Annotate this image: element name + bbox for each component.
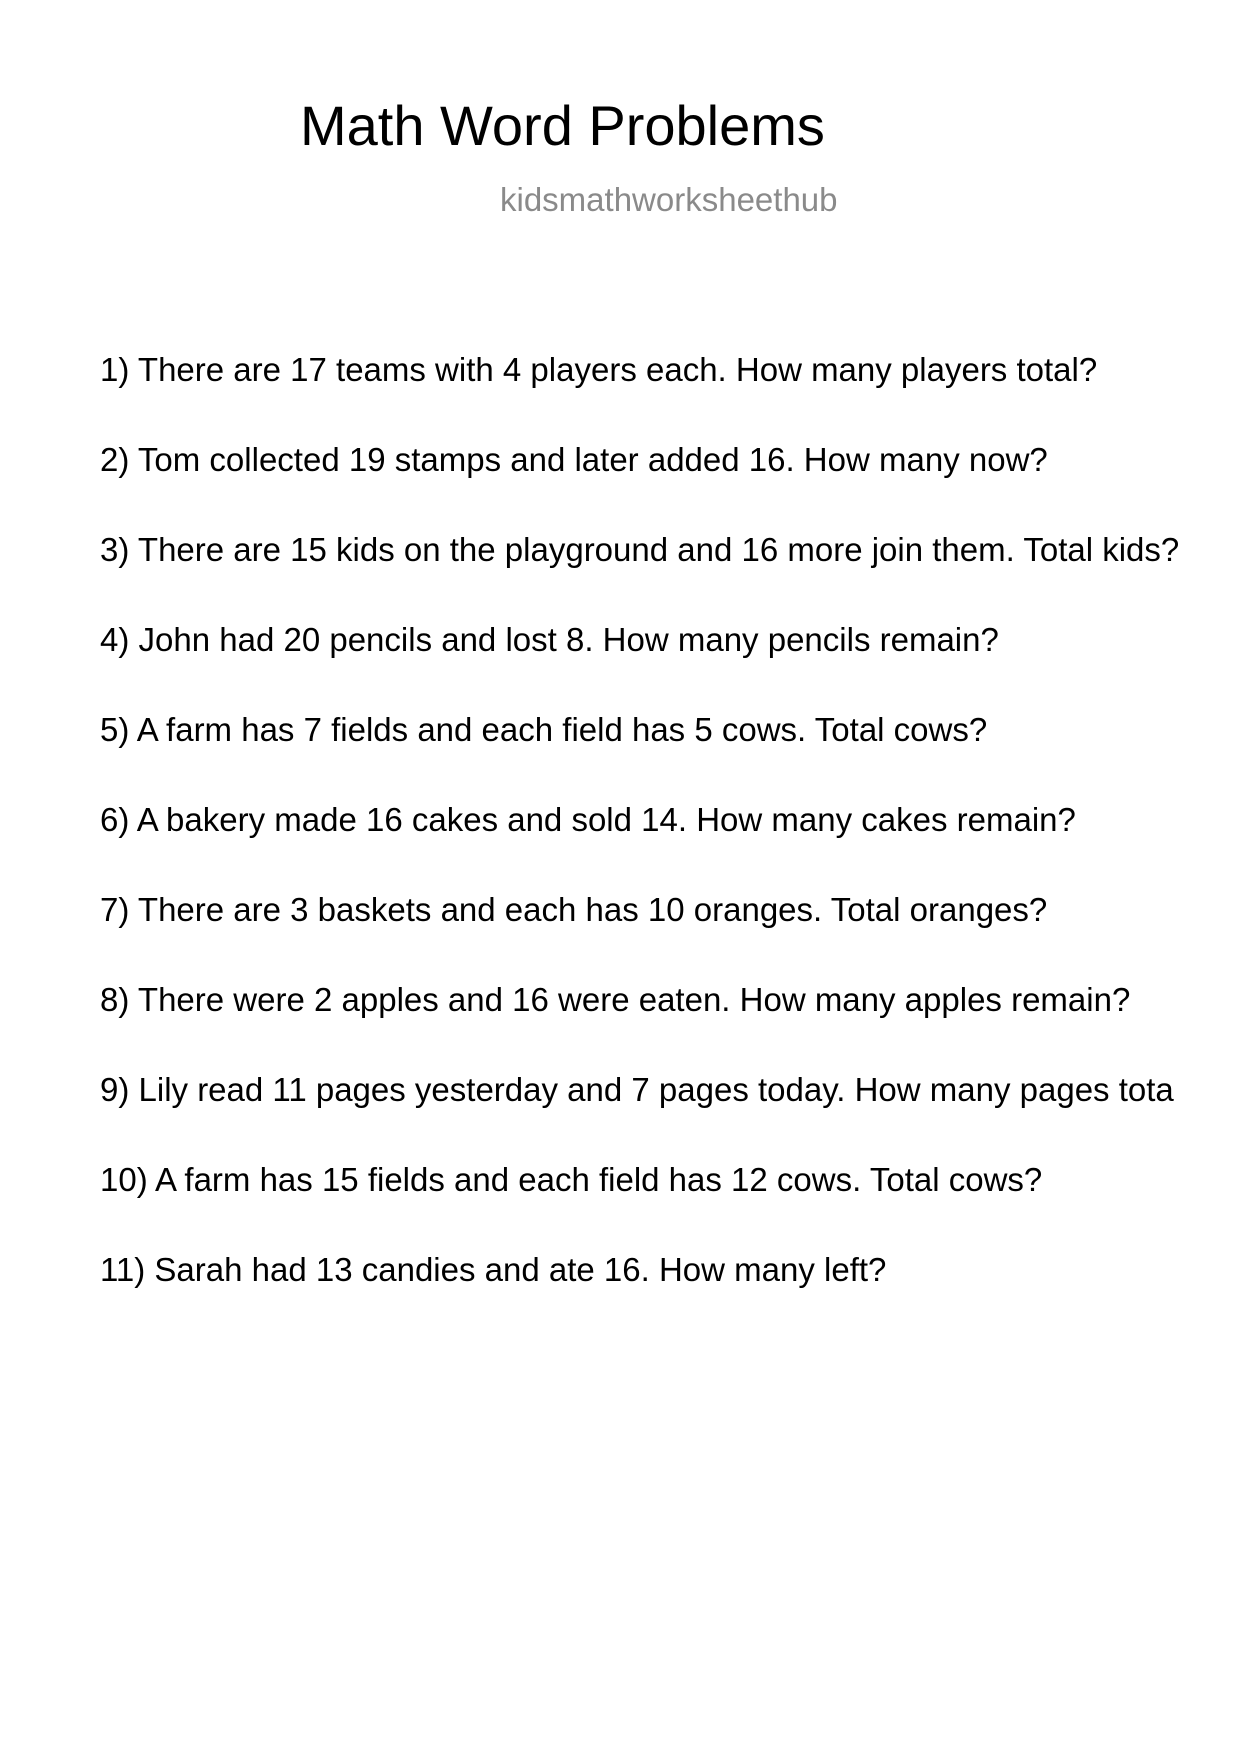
problem-item: 3) There are 15 kids on the playground and 16 more join them. Total kids?: [100, 531, 1180, 568]
problem-item: 2) Tom collected 19 stamps and later added 16. How many now?: [100, 441, 1048, 478]
problem-item: 7) There are 3 baskets and each has 10 oranges. Total oranges?: [100, 891, 1048, 928]
problem-item: 9) Lily read 11 pages yesterday and 7 pages today. How many pages tota: [100, 1071, 1174, 1108]
problem-item: 4) John had 20 pencils and lost 8. How many pencils remain?: [100, 621, 999, 658]
problem-item: 11) Sarah had 13 candies and ate 16. How many left?: [100, 1251, 887, 1288]
page-title: Math Word Problems: [300, 94, 825, 157]
problem-item: 5) A farm has 7 fields and each field has 5 cows. Total cows?: [100, 711, 988, 748]
problem-item: 10) A farm has 15 fields and each field has 12 cows. Total cows?: [100, 1161, 1043, 1198]
problem-item: 8) There were 2 apples and 16 were eaten. How many apples remain?: [100, 981, 1131, 1018]
page-subtitle: kidsmathworksheethub: [500, 181, 838, 218]
problem-item: 6) A bakery made 16 cakes and sold 14. How many cakes remain?: [100, 801, 1076, 838]
problem-list: [100, 350, 1240, 1340]
problem-item: 1) There are 17 teams with 4 players each. How many players total?: [100, 351, 1098, 388]
